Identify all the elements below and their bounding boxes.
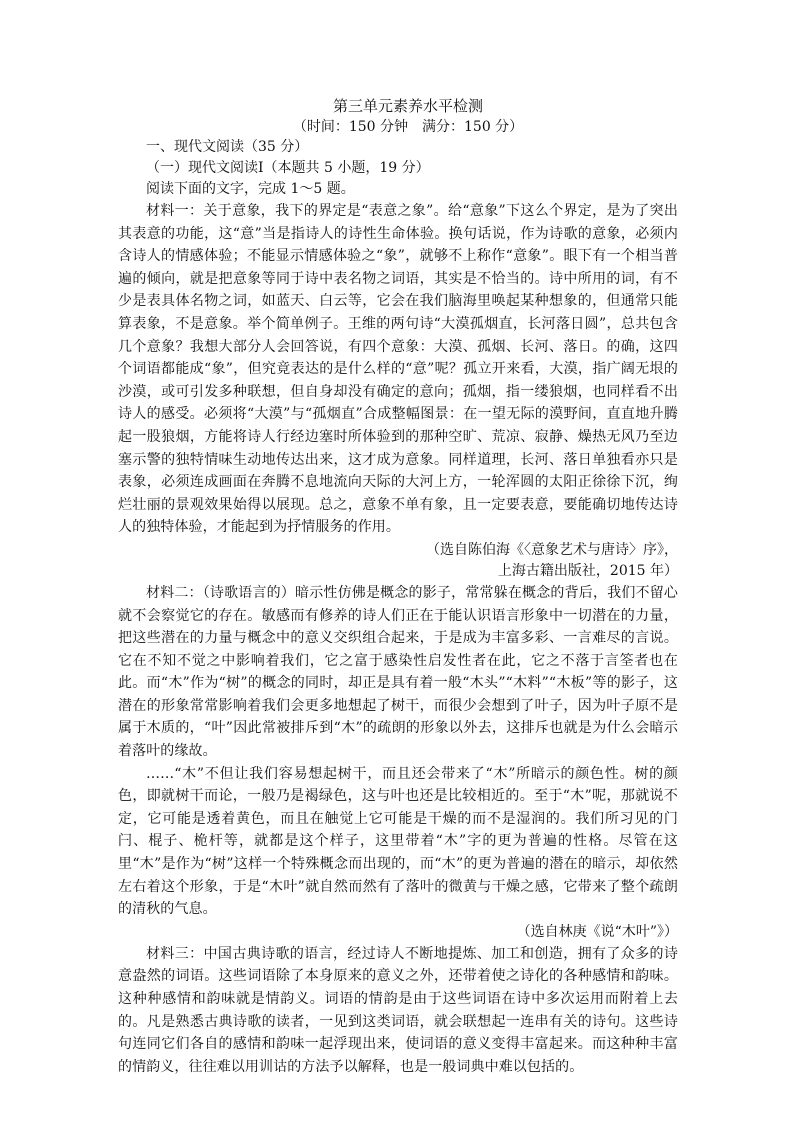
exam-page [118, 96, 678, 1078]
material-1-paragraph: 材料一：关于意象，我下的界定是“表意之象”。给“意象”下这么个界定，是为了突出其表意的功能，这“意”当是指诗人的诗性生命体验。换句话说，作为诗歌的意象，必须内含诗人的情感体验；不能显示情感体验之“象”，就够不上称作“意象”。眼下有一个相当普遍的倾向，就是把意象等同于诗中表名物之词语，其实是不恰当的。诗中所用的词，有不少是表具体名物之词，如蓝天、白云等，它会在我们脑海里唤起某种想象的，但通常只能算表象，不是意象。举个简单例子。王维的两句诗“大漠孤烟直，长河落日圆”，总共包含几个意象？我想大部分人会回答说，有四个意象：大漠、孤烟、长河、落日。的确，这四个词语都能成“象”，但究竟表达的是什么样的“意”呢？孤立开来看，大漠，指广阔无垠的沙漠，或可引发多种联想，但自身却没有确定的意向；孤烟，指一缕狼烟，也同样看不出诗人的感受。必须将“大漠”与“孤烟直”合成整幅图景：在一望无际的漠野间，直直地升腾起一股狼烟，方能将诗人行经边塞时所体验到的那种空旷、荒凉、寂静、燥热无风乃至边塞示警的独特情味生动地传达出来，这才成为意象。同样道理，长河、落日单独看亦只是表象，必须连成画面在奔腾不息地流向天际的大河上方，一轮浑圆的太阳正徐徐下沉，绚烂壮丽的景观效果始得以展现。总之，意象不单有象，且一定要表意，要能确切地传达诗人的独特体验，才能起到为抒情服务的作用。 [118, 203, 678, 536]
reading-instruction: 阅读下面的文字，完成 1～5 题。 [146, 181, 355, 197]
material-1-source-line-1: （选自陈伯海《〈意象艺术与唐诗〉序》， [426, 541, 678, 558]
material-2-paragraph-2: ……“木”不但让我们容易想起树干，而且还会带来了“木”所暗示的颜色性。树的颜色，即就树干而论，一般乃是褐绿色，这与叶也还是比较相近的。至于“木”呢，那就说不定，它可能是透着黄色，而且在触觉上它可能是干燥的而不是湿润的。我们所习见的门闩、棍子、桅杆等，就都是这个样子，这里带着“木”字的更为普遍的性格。尽管在这里“木”是作为“树”这样一个特殊概念而出现的，而“木”的更为普遍的潜在的暗示，却依然左右着这个形象，于是“木叶”就自然而然有了落叶的微黄与干燥之感，它带来了整个疏朗的清秋的气息。 [118, 765, 678, 918]
material-2-source: （选自林庚《说“木叶”》） [516, 923, 678, 940]
page-title: 第三单元素养水平检测 [332, 97, 483, 115]
material-2-paragraph-1: 材料二：（诗歌语言的）暗示性仿佛是概念的影子，常常躲在概念的背后，我们不留心就不会察觉它的存在。敏感而有修养的诗人们正在于能认识语言形象中一切潜在的力量，把这些潜在的力量与概念中的意义交织组合起来，于是成为丰富多彩、一言难尽的言说。它在不知不觉之中影响着我们，它之富于感染性启发性者在此，它之不落于言筌者也在此。而“木”作为“树”的概念的同时，却正是具有着一般“木头”“木料”“木板”等的影子，这潜在的形象常常影响着我们会更多地想起了树干，而很少会想到了叶子，因为叶子原不是属于木质的，“叶”因此常被排斥到“木”的疏朗的形象以外去，这排斥也就是为什么会暗示着落叶的缘故。 [118, 584, 678, 760]
material-3-paragraph: 材料三：中国古典诗歌的语言，经过诗人不断地提炼、加工和创造，拥有了众多的诗意盎然的词语。这些词语除了本身原来的意义之外，还带着使之诗化的各种感情和韵味。这种种感情和韵味就是情韵义。词语的情韵是由于这些词语在诗中多次运用而附着上去的。凡是熟悉古典诗歌的读者，一见到这类词语，就会联想起一连串有关的诗句。这些诗句连同它们各自的感情和韵味一起浮现出来，使词语的意义变得丰富起来。而这种种丰富的情韵义，往往难以用训诂的方法予以解释，也是一般词典中难以包括的。 [118, 945, 678, 1075]
exam-time-and-score: （时间：150 分钟 满分：150 分） [292, 119, 524, 135]
material-1-source-line-2: 上海古籍出版社，2015 年） [497, 562, 678, 579]
section-heading-modern-reading: 一、现代文阅读（35 分） [146, 139, 309, 155]
subsection-heading-reading-1: （一）现代文阅读Ⅰ（本题共 5 小题，19 分） [146, 160, 430, 176]
